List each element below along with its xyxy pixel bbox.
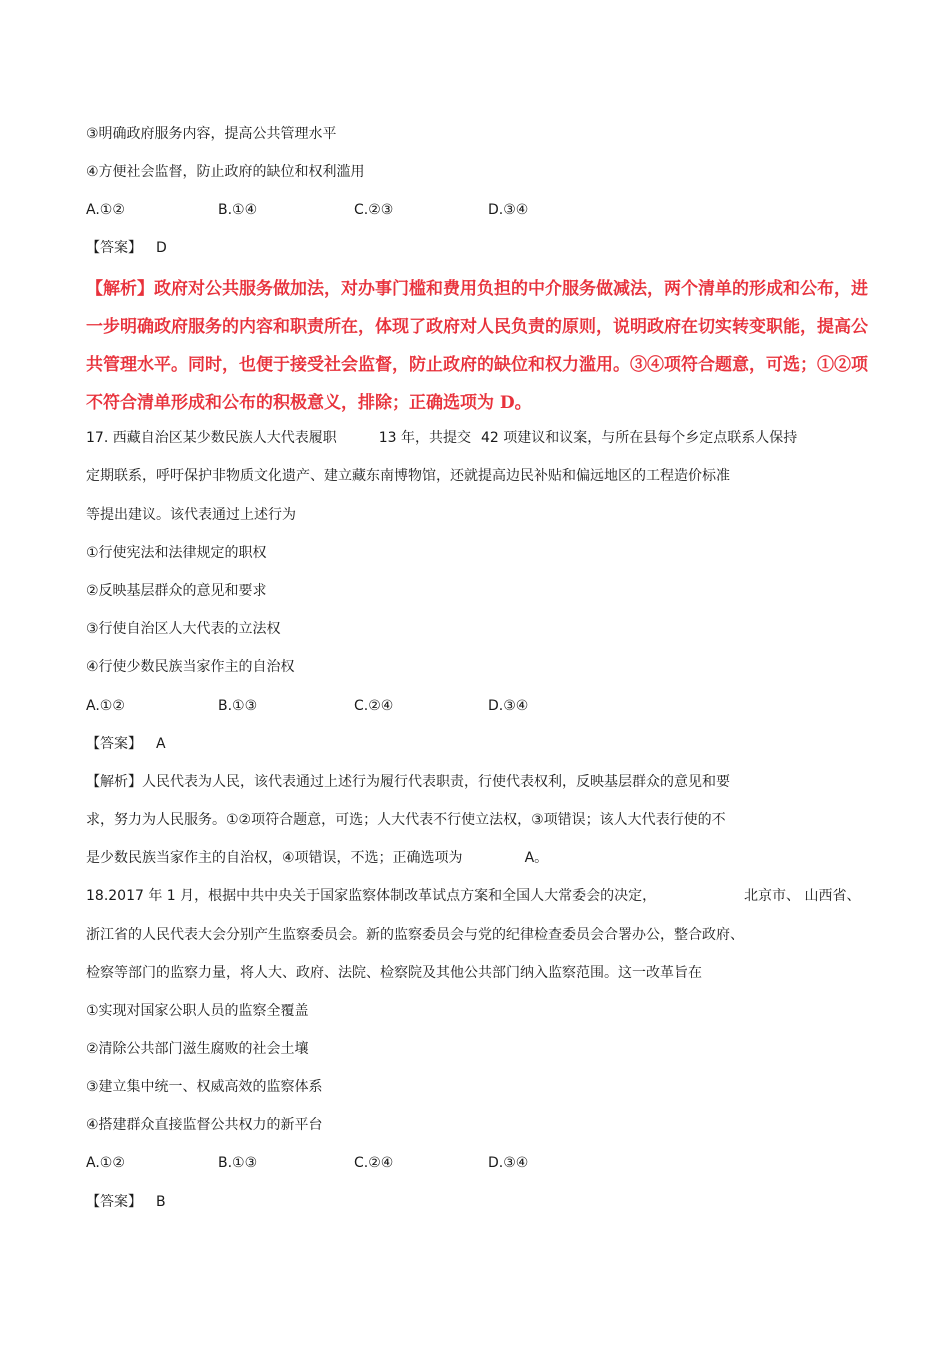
q17-answer [86, 734, 870, 754]
q17-answer-label: 【答案】 [86, 736, 142, 752]
q16-item-3: ③明确政府服务内容，提高公共管理水平 [86, 126, 337, 142]
q18-stem-line-1 [86, 886, 870, 906]
q18-stem-line-3: 检察等部门的监察力量，将人大、政府、法院、检察院及其他公共部门纳入监察范围。这一改革旨在 [86, 965, 702, 981]
q17-item-1: ①行使宪法和法律规定的职权 [86, 545, 267, 561]
q16-option-a: A.①② [86, 202, 125, 218]
q18-option-a: A.①② [86, 1155, 125, 1171]
q18-stem-part-a: 18.2017 年 1 月，根据中共中央关于国家监察体制改革试点方案和全国人大常委会的决定， [86, 888, 657, 904]
q17-answer-value: A [156, 736, 166, 752]
q18-item-1: ①实现对国家公职人员的监察全覆盖 [86, 1003, 309, 1019]
q17-stem-line-3: 等提出建议。该代表通过上述行为 [86, 507, 296, 523]
q17-item-4: ④行使少数民族当家作主的自治权 [86, 659, 295, 675]
q16-answer [86, 238, 870, 258]
q16-analysis-line-2: 一步明确政府服务的内容和职责所在，体现了政府对人民负责的原则，说明政府在切实转变职能，提高公 [86, 317, 868, 337]
q17-stem-part-c: 42 项建议和议案，与所在县每个乡定点联系人保持 [480, 430, 798, 446]
q17-stem-part-b: 13 年，共提交 [378, 430, 471, 446]
q18-option-c: C.②④ [354, 1155, 394, 1171]
q17-stem-line-2: 定期联系，呼吁保护非物质文化遗产、建立藏东南博物馆，还就提高边民补贴和偏远地区的工程造价标准 [86, 468, 730, 484]
q18-answer-label: 【答案】 [86, 1194, 142, 1210]
q18-item-4: ④搭建群众直接监督公共权力的新平台 [86, 1117, 323, 1133]
q18-option-b: B.①③ [218, 1155, 258, 1171]
q17-analysis-line-3 [86, 848, 870, 868]
q17-stem-line-1 [86, 428, 870, 448]
q17-option-a: A.①② [86, 698, 125, 714]
q17-item-2: ②反映基层群众的意见和要求 [86, 583, 267, 599]
q17-analysis-line-1: 【解析】人民代表为人民，该代表通过上述行为履行代表职责，行使代表权利，反映基层群众的意见和要 [86, 774, 730, 790]
q18-option-d: D.③④ [488, 1155, 529, 1171]
q16-option-c: C.②③ [354, 202, 394, 218]
q17-option-d: D.③④ [488, 698, 529, 714]
q17-stem-part-a: 17. 西藏自治区某少数民族人大代表履职 [86, 430, 337, 446]
q16-analysis-line-1: 【解析】政府对公共服务做加法，对办事门槛和费用负担的中介服务做减法，两个清单的形成和公布，进 [86, 279, 868, 299]
q17-analysis-line-2: 求，努力为人民服务。①②项符合题意，可选；人大代表不行使立法权，③项错误；该人大代表行使的不 [86, 812, 726, 828]
q18-item-3: ③建立集中统一、权威高效的监察体系 [86, 1079, 323, 1095]
q18-stem-part-b: 北京市、 山西省、 [744, 888, 861, 904]
q16-item-4: ④方便社会监督，防止政府的缺位和权利滥用 [86, 164, 365, 180]
q18-answer-value: B [156, 1194, 166, 1210]
q18-item-2: ②清除公共部门滋生腐败的社会土壤 [86, 1041, 309, 1057]
q16-analysis-line-3: 共管理水平。同时，也便于接受社会监督，防止政府的缺位和权力滥用。③④项符合题意，可选；①②项 [86, 355, 868, 375]
q18-answer [86, 1192, 870, 1212]
q17-option-c: C.②④ [354, 698, 394, 714]
q16-answer-value: D [156, 240, 167, 256]
q17-item-3: ③行使自治区人大代表的立法权 [86, 621, 281, 637]
q16-answer-label: 【答案】 [86, 240, 142, 256]
q17-analysis-line-3-text: 是少数民族当家作主的自治权，④项错误，不选；正确选项为 [86, 850, 463, 866]
q16-option-d: D.③④ [488, 202, 529, 218]
q18-stem-line-2: 浙江省的人民代表大会分别产生监察委员会。新的监察委员会与党的纪律检查委员会合署办公，整合政府、 [86, 927, 744, 943]
q17-analysis-end: A。 [524, 850, 549, 866]
q17-option-b: B.①③ [218, 698, 258, 714]
q16-option-b: B.①④ [218, 202, 258, 218]
q16-analysis-line-4: 不符合清单形成和公布的积极意义，排除；正确选项为 D。 [86, 393, 532, 413]
